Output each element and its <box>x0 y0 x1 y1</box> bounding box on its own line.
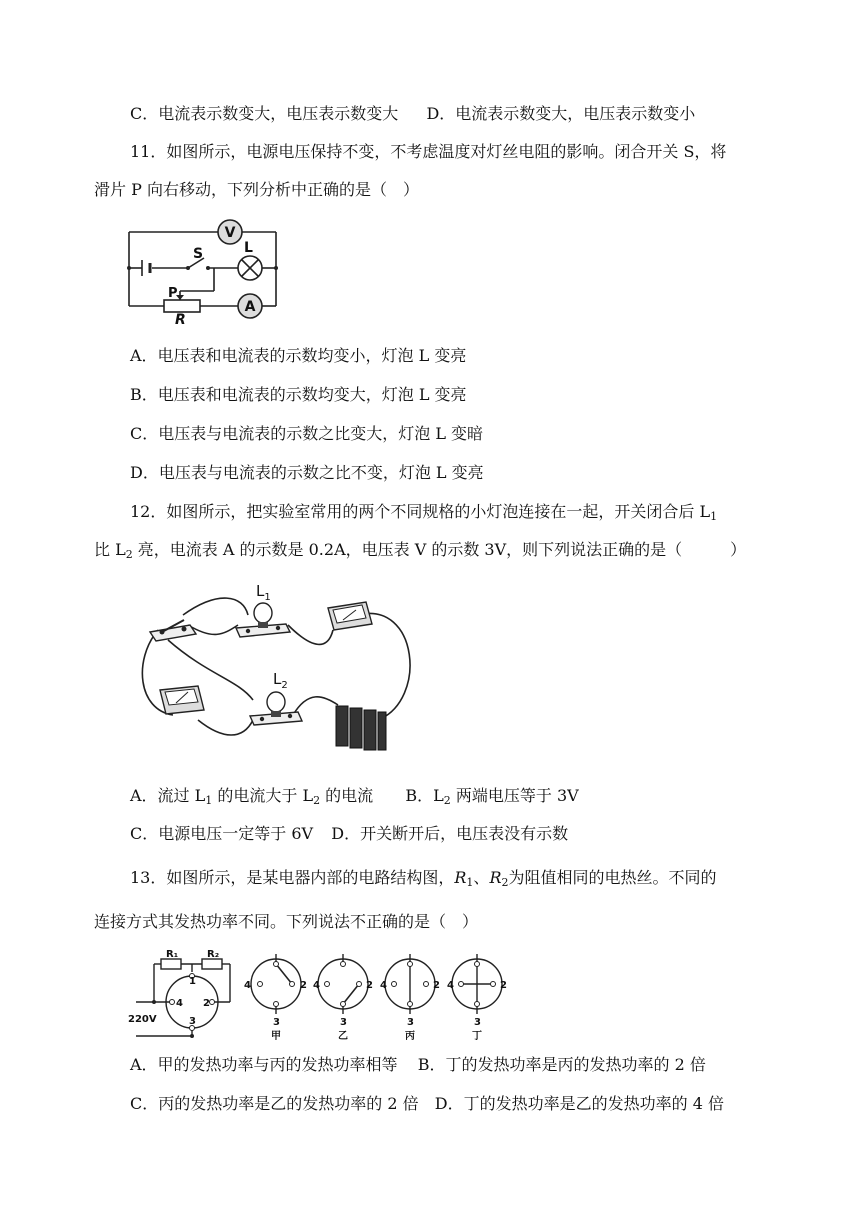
q12-l1-label: $L_1$ <box>256 582 271 603</box>
q13-voltage-label: 220V <box>128 1014 157 1025</box>
q12-option-b: B．$L_2$ 两端电压等于 3V <box>405 786 579 807</box>
q10-option-c: C．电流表示数变大，电压表示数变大 <box>130 104 399 123</box>
q12-ammeter <box>328 602 372 630</box>
q13-stem-line2: 连接方式其发热功率不同。下列说法不正确的是（ ） <box>94 912 479 931</box>
svg-text:4: 4 <box>244 980 251 991</box>
svg-text:4: 4 <box>447 980 454 991</box>
q12-option-row-1 <box>130 786 579 806</box>
svg-text:2: 2 <box>500 980 507 991</box>
q11-switch-label: S <box>193 246 204 262</box>
q13-stem-line1: 13．如图所示，是某电器内部的电路结构图，$R_1$、$R_2$为阻值相同的电热丝。不同的 <box>130 868 717 889</box>
q13-config-jia <box>244 954 307 1042</box>
svg-text:2: 2 <box>366 980 373 991</box>
q12-voltmeter <box>160 686 204 714</box>
q11-stem-line2: 滑片 P 向右移动，下列分析中正确的是（ ） <box>94 180 419 199</box>
q13-label-bing: 丙 <box>405 1031 415 1042</box>
svg-text:1: 1 <box>189 976 196 987</box>
q10-option-d: D．电流表示数变大，电压表示数变小 <box>426 104 696 123</box>
q13-option-row-1 <box>130 1055 706 1075</box>
q11-circuit-diagram <box>126 218 286 328</box>
q13-option-a: A．甲的发热功率与丙的发热功率相等 <box>130 1055 398 1074</box>
q11-stem-line1: 11．如图所示，电源电压保持不变，不考虑温度对灯丝电阻的影响。闭合开关 S，将 <box>130 142 727 161</box>
svg-text:3: 3 <box>407 1017 414 1028</box>
svg-text:2: 2 <box>203 998 210 1009</box>
svg-text:4: 4 <box>176 998 183 1009</box>
q12-option-c: C．电源电压一定等于 6V <box>130 824 314 843</box>
q13-option-c: C．丙的发热功率是乙的发热功率的 2 倍 <box>130 1094 419 1113</box>
q13-circuit-diagram <box>126 950 516 1042</box>
q13-r1-label: R₁ <box>166 949 179 960</box>
svg-text:3: 3 <box>340 1017 347 1028</box>
svg-text:3: 3 <box>273 1017 280 1028</box>
svg-text:2: 2 <box>300 980 307 991</box>
svg-text:2: 2 <box>433 980 440 991</box>
q12-option-row-2 <box>130 824 568 844</box>
q11-lamp-label: L <box>244 240 253 256</box>
svg-text:4: 4 <box>313 980 320 991</box>
svg-text:3: 3 <box>474 1017 481 1028</box>
q13-config-yi <box>313 954 373 1042</box>
svg-text:4: 4 <box>380 980 387 991</box>
q13-label-ding: 丁 <box>472 1031 482 1042</box>
q12-circuit-picture <box>128 580 408 755</box>
q11-slider-label: P <box>168 286 178 301</box>
q13-config-ding <box>447 954 507 1042</box>
q11-voltmeter-label: V <box>224 225 236 241</box>
q13-option-d: D．丁的发热功率是乙的发热功率的 4 倍 <box>434 1094 724 1113</box>
q13-option-b: B．丁的发热功率是丙的发热功率的 2 倍 <box>417 1055 706 1074</box>
q12-option-a: A．流过 $L_1$ 的电流大于 $L_2$ 的电流 <box>130 786 374 807</box>
q12-stem-line2: 比 $L_2$ 亮，电流表 A 的示数是 0.2A，电压表 V 的示数 3V，则下列说法正确的是（ ） <box>94 540 747 561</box>
q12-stem-line1: 12．如图所示，把实验室常用的两个不同规格的小灯泡连接在一起，开关闭合后 $L_1$ <box>130 502 718 523</box>
svg-text:3: 3 <box>189 1016 196 1027</box>
q12-lamp-l1 <box>236 603 290 637</box>
q13-label-jia: 甲 <box>271 1031 281 1042</box>
q13-label-yi: 乙 <box>338 1031 348 1042</box>
q11-option-b: B．电压表和电流表的示数均变大，灯泡 L 变亮 <box>130 385 467 404</box>
q13-option-row-2 <box>130 1094 724 1114</box>
q12-battery-pack <box>336 706 386 750</box>
q11-ammeter-label: A <box>244 299 256 315</box>
q11-option-d: D．电压表与电流表的示数之比不变，灯泡 L 变亮 <box>130 463 484 482</box>
q11-rheostat-label: R <box>175 312 186 328</box>
q10-option-row <box>130 104 695 124</box>
q13-r2-label: R₂ <box>207 949 220 960</box>
q12-l2-label: $L_2$ <box>273 670 288 691</box>
q12-option-d: D．开关断开后，电压表没有示数 <box>331 824 569 843</box>
q12-switch <box>150 620 196 641</box>
q11-option-a: A．电压表和电流表的示数均变小，灯泡 L 变亮 <box>130 346 467 365</box>
q13-config-bing <box>380 954 440 1042</box>
q12-lamp-l2 <box>250 692 302 725</box>
q11-option-c: C．电压表与电流表的示数之比变大，灯泡 L 变暗 <box>130 424 484 443</box>
